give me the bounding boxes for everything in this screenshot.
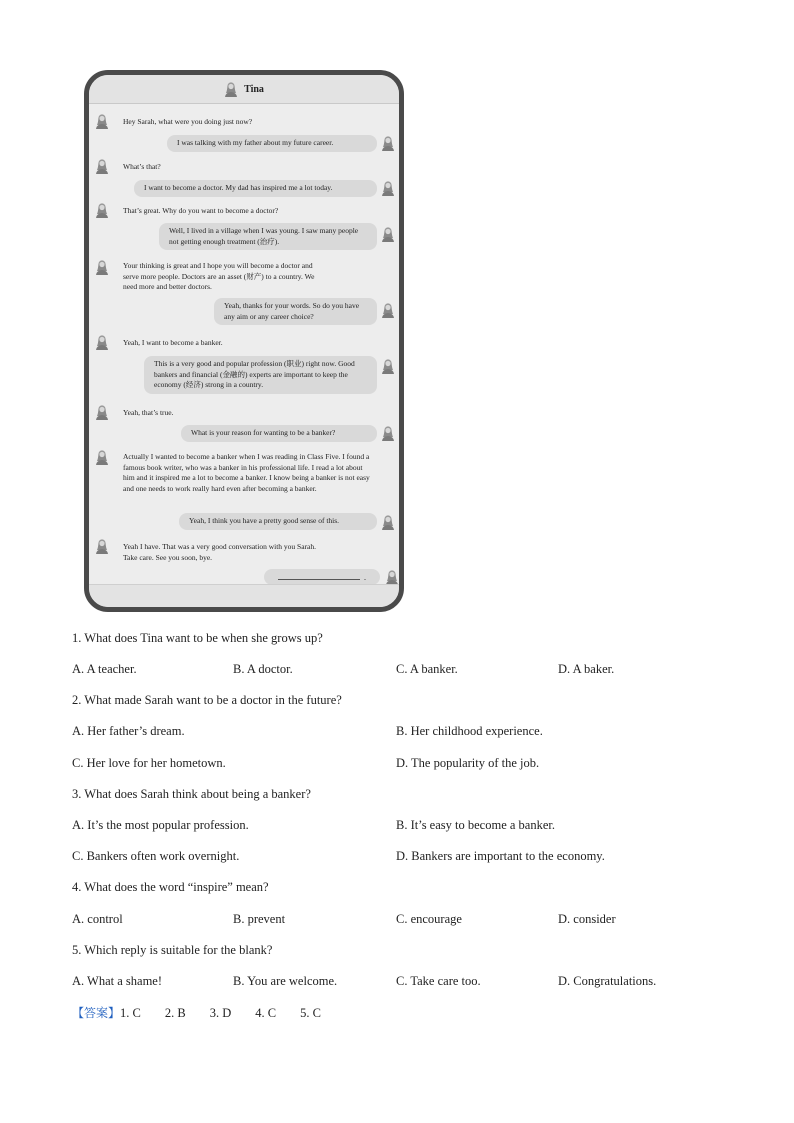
option-4b: B. prevent — [233, 912, 286, 926]
person-avatar-icon — [381, 135, 395, 151]
chat-phone-frame — [84, 70, 404, 612]
person-avatar-icon — [381, 180, 395, 196]
person-avatar-icon — [381, 302, 395, 318]
person-avatar-icon — [95, 334, 109, 350]
option-2c: C. Her love for her hometown. — [72, 756, 226, 770]
chat-bottom-bar — [89, 584, 399, 607]
option-3b: B. It’s easy to become a banker. — [396, 818, 555, 832]
option-1d: D. A baker. — [558, 662, 615, 676]
message-tina: Yeah I have. That was a very good conversation with you Sarah. Take care. See you soon, bye. — [123, 542, 317, 562]
message-sarah: Well, I lived in a village when I was young. I saw many people not getting enough treatment (治疗). — [159, 223, 377, 250]
contact-name: Tina — [244, 83, 264, 95]
option-3d: D. Bankers are important to the economy. — [396, 849, 605, 863]
option-5c: C. Take care too. — [396, 974, 481, 988]
message-sarah: This is a very good and popular profession (职业) right now. Good bankers and financial (金融的) experts are important to keep the economy (经济) strong in a country. — [144, 356, 377, 394]
person-avatar-icon — [95, 259, 109, 275]
reply-blank-bubble — [264, 569, 380, 585]
chat-body — [89, 103, 399, 581]
message-sarah: I was talking with my father about my future career. — [167, 135, 377, 152]
person-avatar-icon — [95, 449, 109, 465]
person-avatar-icon — [381, 514, 395, 530]
question-5: 5. Which reply is suitable for the blank? — [72, 943, 273, 957]
option-5a: A. What a shame! — [72, 974, 163, 988]
person-avatar-icon — [95, 538, 109, 554]
person-avatar-icon — [95, 404, 109, 420]
option-3a: A. It’s the most popular profession. — [72, 818, 249, 832]
message-tina: What’s that? — [123, 162, 161, 171]
option-4c: C. encourage — [396, 912, 462, 926]
question-4: 4. What does the word “inspire” mean? — [72, 880, 269, 894]
answer-item: 5. C — [300, 1006, 321, 1020]
answer-item: 1. C — [120, 1006, 141, 1020]
option-1c: C. A banker. — [396, 662, 458, 676]
message-tina: Hey Sarah, what were you doing just now? — [123, 117, 253, 126]
message-tina: Yeah, I want to become a banker. — [123, 338, 223, 347]
option-2b: B. Her childhood experience. — [396, 724, 543, 738]
message-sarah: What is your reason for wanting to be a banker? — [181, 425, 377, 442]
person-avatar-icon — [385, 569, 399, 585]
reply-blank-period: . — [364, 573, 366, 582]
message-sarah: Yeah, thanks for your words. So do you have any aim or any career choice? — [214, 298, 377, 325]
option-2d: D. The popularity of the job. — [396, 756, 540, 770]
option-4a: A. control — [72, 912, 123, 926]
answer-label: 【答案】 — [72, 1006, 121, 1020]
person-avatar-icon — [381, 425, 395, 441]
question-2: 2. What made Sarah want to be a doctor in the future? — [72, 693, 342, 707]
person-avatar-icon — [381, 226, 395, 242]
message-tina: That’s great. Why do you want to become a doctor? — [123, 206, 279, 215]
message-sarah: I want to become a doctor. My dad has inspired me a lot today. — [134, 180, 377, 197]
answer-item: 3. D — [209, 1006, 232, 1020]
option-2a: A. Her father’s dream. — [72, 724, 185, 738]
option-4d: D. consider — [558, 912, 616, 926]
person-avatar-icon — [95, 202, 109, 218]
message-tina: Actually I wanted to become a banker when I was reading in Class Five. I found a famous book writer, who was a banker in his professional life. I read a lot about him and it inspired me a lot to become a banker. I know being a banker is not easy and one needs to work really hard even after becoming a banker. — [123, 452, 370, 493]
reply-blank-line — [278, 579, 360, 580]
message-sarah: Yeah, I think you have a pretty good sense of this. — [179, 513, 377, 530]
answer-item: 2. B — [164, 1006, 186, 1020]
answer-item: 4. C — [255, 1006, 277, 1020]
person-avatar-icon — [381, 358, 395, 374]
option-5b: B. You are welcome. — [233, 974, 338, 988]
question-3: 3. What does Sarah think about being a banker? — [72, 787, 311, 801]
person-avatar-icon — [95, 113, 109, 129]
person-avatar-icon — [95, 158, 109, 174]
message-tina: Your thinking is great and I hope you will become a doctor and serve more people. Doctors are an asset (财产) to a country. We need more and better doctors. — [123, 261, 315, 291]
answer-key — [72, 1004, 345, 1021]
message-tina: Yeah, that’s true. — [123, 408, 174, 417]
option-5d: D. Congratulations. — [558, 974, 657, 988]
option-3c: C. Bankers often work overnight. — [72, 849, 240, 863]
option-1b: B. A doctor. — [233, 662, 293, 676]
question-1: 1. What does Tina want to be when she grows up? — [72, 631, 323, 645]
chat-header — [89, 75, 399, 104]
person-avatar-icon — [224, 81, 238, 97]
option-1a: A. A teacher. — [72, 662, 137, 676]
